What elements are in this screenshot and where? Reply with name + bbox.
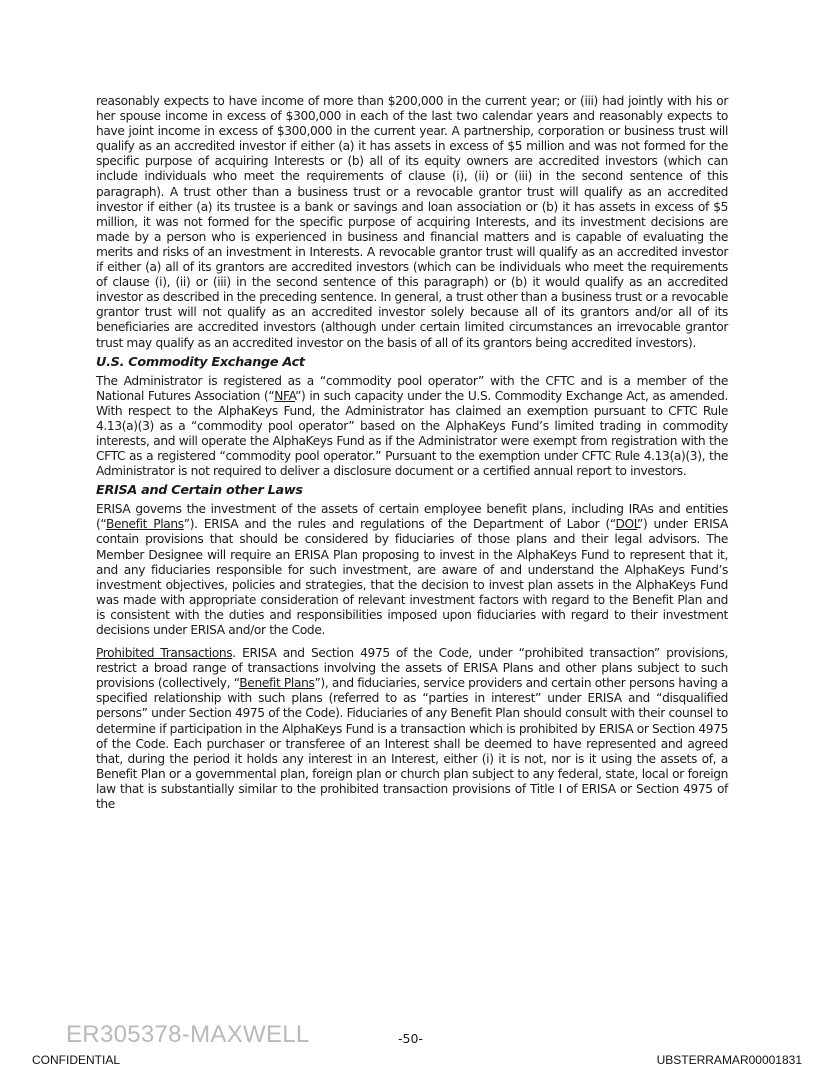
text-segment: . ERISA and Section 4975 of the Code, under “prohibited transaction” provisions, restrict a broad range of transactions involving the assets of ERISA Plans and other plans subject to such provisions (collectively, “ (96, 646, 728, 691)
document-body (96, 94, 728, 812)
bates-stamp: ER305378-MAXWELL (66, 1021, 310, 1048)
paragraph-accredited-investor: reasonably expects to have income of more than $200,000 in the current year; or (iii) had jointly with his or her spouse income in excess of $300,000 in each of the last two calendar years and reasonably expects to have joint income in excess of $300,000 in the current year. A partnership, corporation or business trust will qualify as an accredited investor if either (a) it has assets in excess of $5 million and was not formed for the specific purpose of acquiring Interests or (b) all of its equity owners are accredited investors (which can include individuals who meet the requirements of clause (i), (ii) or (iii) in the second sentence of this paragraph). A trust other than a business trust or a revocable grantor trust will qualify as an accredited investor if either (a) its trustee is a bank or savings and loan association or (b) it has assets in excess of $5 million, it was not formed for the specific purpose of acquiring Interests, and its investment decisions are made by a person who is experienced in business and financial matters and is capable of evaluating the merits and risks of an investment in Interests. A revocable grantor trust will qualify as an accredited investor if either (a) all of its grantors are accredited investors (which can be individuals who meet the requirements of clause (i), (ii) or (iii) in the second sentence of this paragraph) or (b) it would qualify as an accredited investor as described in the preceding sentence. In general, a trust other than a business trust or a revocable grantor trust will not qualify as an accredited investor solely because all of its grantors and/or all of its beneficiaries are accredited investors (although under certain limited circumstances an irrevocable grantor trust may qualify as an accredited investor on the basis of all of its grantors being accredited investors). (96, 94, 728, 350)
defined-term-benefit-plans: Benefit Plans (106, 517, 184, 532)
text-segment: ”) under ERISA contain provisions that should be considered by fiduciaries of those plans and their legal advisors. The Member Designee will require an ERISA Plan proposing to invest in the AlphaKeys Fund to represent that it, and any fiduciaries responsible for such investment, are aware of and understand the AlphaKeys Fund’s investment objectives, policies and strategies, that the decision to invest plan assets in the AlphaKeys Fund was made with appropriate consideration of relevant investment factors with regard to the Benefit Plan and is consistent with the duties and responsibilities imposed upon fiduciaries with regard to their investment decisions under ERISA and/or the Code. (96, 517, 728, 637)
confidential-label: CONFIDENTIAL (32, 1053, 121, 1067)
control-number: UBSTERRAMAR00001831 (656, 1053, 802, 1067)
defined-term-dol: DOL (615, 517, 637, 532)
page-number: -50- (398, 1031, 423, 1046)
text-segment: ”) in such capacity under the U.S. Commodity Exchange Act, as amended. With respect to the AlphaKeys Fund, the Administrator has claimed an exemption pursuant to CFTC Rule 4.13(a)(3) as a “commodity pool operator” based on the AlphaKeys Fund’s limited trading in commodity interests, and will operate the AlphaKeys Fund as if the Administrator were exempt from registration with the CFTC as a registered “commodity pool operator.” Pursuant to the exemption under CFTC Rule 4.13(a)(3), the Administrator is not required to deliver a disclosure document or a certified annual report to investors. (96, 388, 728, 479)
heading-commodity-exchange-act: U.S. Commodity Exchange Act (96, 354, 305, 370)
paragraph-prohibited-transactions (96, 646, 728, 812)
subheading-prohibited-transactions: Prohibited Transactions (96, 646, 233, 661)
paragraph-erisa (96, 502, 728, 638)
paragraph-commodity-exchange-act (96, 374, 728, 480)
defined-term-benefit-plans-2: Benefit Plans (239, 676, 315, 691)
text-segment: ERISA governs the investment of the assets of certain employee benefit plans, including IRAs and entities (“ (96, 502, 728, 532)
text-segment: ”), and fiduciaries, service providers and certain other persons having a specified relationship with such plans (referred to as “parties in interest” under ERISA and “disqualified persons” under Section 4975 of the Code). Fiduciaries of any Benefit Plan should consult with their counsel to determine if participation in the AlphaKeys Fund is a transaction which is prohibited by ERISA or Section 4975 of the Code. Each purchaser or transferee of an Interest shall be deemed to have represented and agreed that, during the period it holds any interest in an Interest, either (i) it is not, nor is it using the assets of, a Benefit Plan or a governmental plan, foreign plan or church plan subject to any federal, state, local or foreign law that is substantially similar to the prohibited transaction provisions of Title I of ERISA or Section 4975 of the (96, 676, 729, 812)
defined-term-nfa: NFA (274, 388, 296, 403)
text-segment: The Administrator is registered as a “commodity pool operator” with the CFTC and is a member of the National Futures Association (“ (96, 373, 728, 403)
heading-erisa: ERISA and Certain other Laws (96, 483, 303, 499)
text-segment: ”). ERISA and the rules and regulations of the Department of Labor (“ (183, 517, 616, 532)
